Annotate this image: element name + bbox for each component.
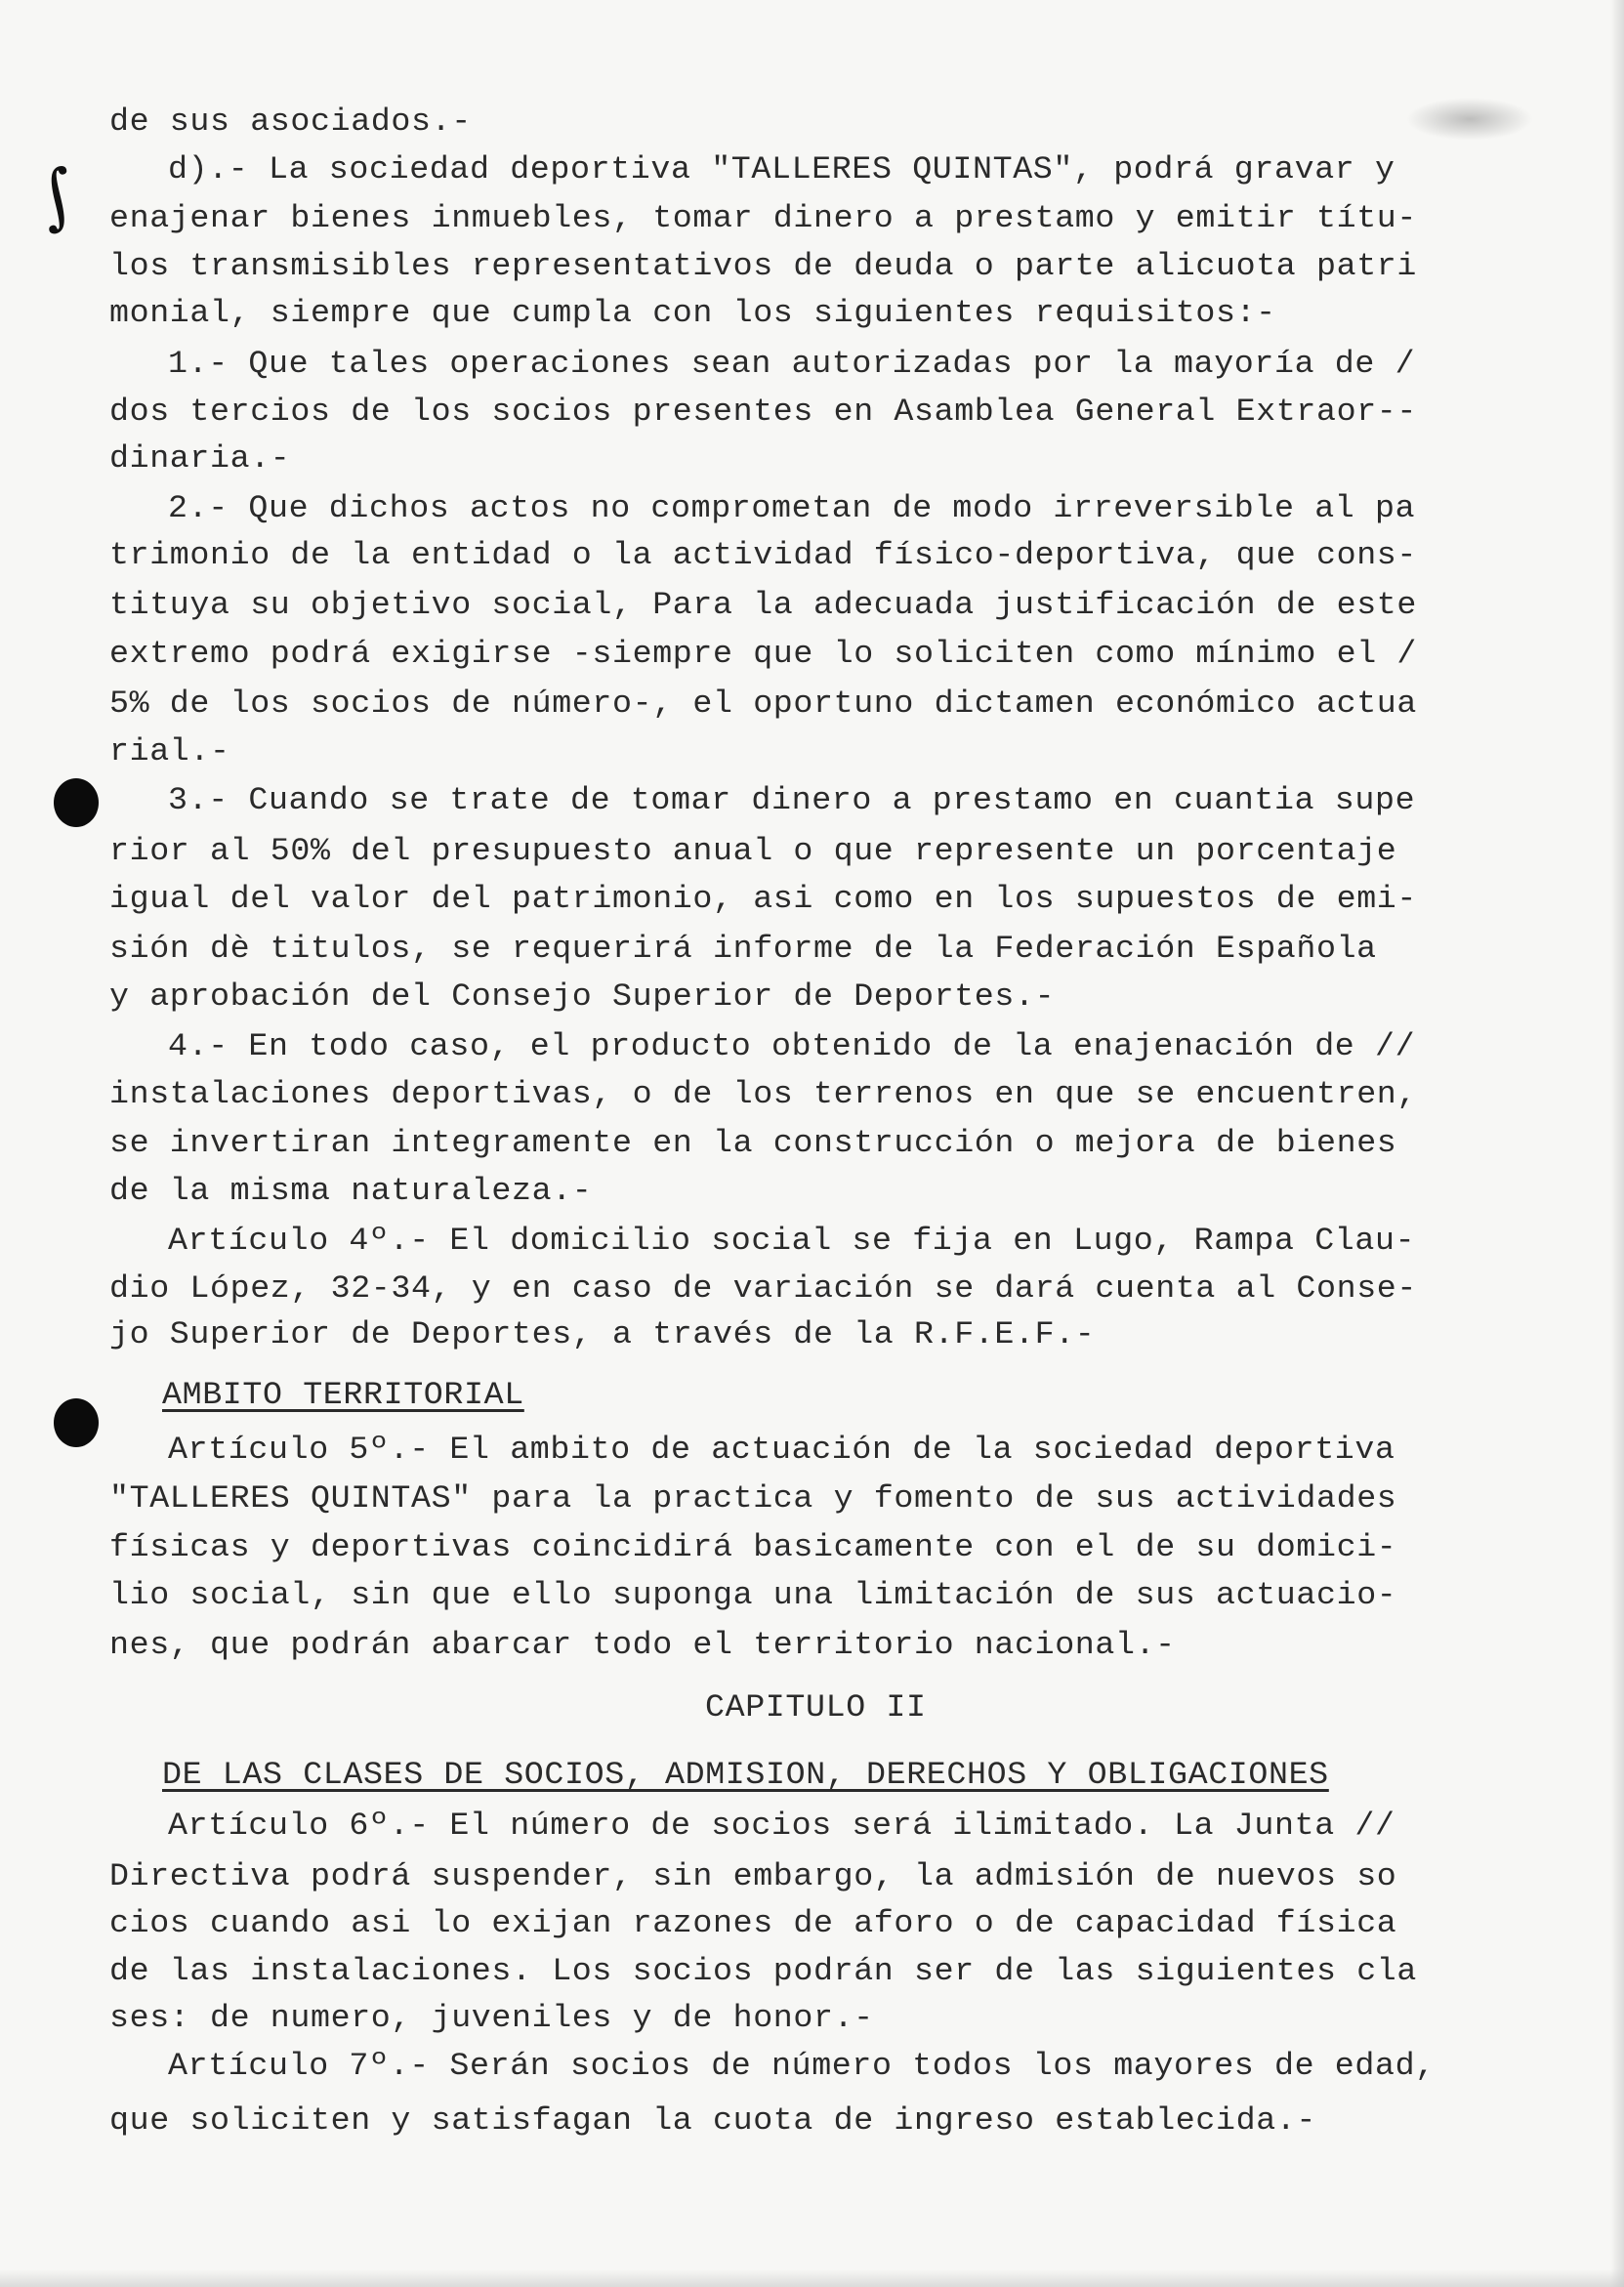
- text-line: 4.- En todo caso, el producto obtenido de la enajenación de //: [168, 1028, 1416, 1065]
- text-line: dinaria.-: [109, 440, 291, 478]
- text-line: y aprobación del Consejo Superior de Deportes.-: [109, 978, 1056, 1016]
- text-line: Artículo 5º.- El ambito de actuación de la sociedad deportiva: [168, 1431, 1395, 1468]
- text-line: dos tercios de los socios presentes en Asamblea General Extraor--: [109, 394, 1417, 431]
- text-line: 1.- Que tales operaciones sean autorizadas por la mayoría de /: [168, 345, 1416, 382]
- text-line: nes, que podrán abarcar todo el territorio nacional.-: [109, 1626, 1176, 1663]
- text-line: monial, siempre que cumpla con los siguientes requisitos:-: [109, 294, 1276, 331]
- text-line: instalaciones deportivas, o de los terrenos en que se encuentren,: [109, 1076, 1417, 1113]
- text-line: Artículo 7º.- Serán socios de número todos los mayores de edad,: [168, 2048, 1436, 2085]
- text-line: 2.- Que dichos actos no comprometan de modo irreversible al pa: [168, 489, 1416, 526]
- text-line: sión dè titulos, se requerirá informe de la Federación Española: [109, 931, 1377, 968]
- text-line: ses: de numero, juveniles y de honor.-: [109, 2000, 874, 2037]
- chapter-title: CAPITULO II: [705, 1688, 927, 1726]
- text-line: cios cuando asi lo exijan razones de aforo o de capacidad física: [109, 1905, 1397, 1942]
- text-line: d).- La sociedad deportiva "TALLERES QUINTAS", podrá gravar y: [168, 151, 1395, 188]
- text-line: rial.-: [109, 733, 230, 770]
- text-line: de sus asociados.-: [109, 103, 472, 140]
- text-line: "TALLERES QUINTAS" para la practica y fomento de sus actividades: [109, 1480, 1397, 1518]
- text-line: trimonio de la entidad o la actividad físico-deportiva, que cons-: [109, 536, 1417, 573]
- text-line: jo Superior de Deportes, a través de la R.F.E.F.-: [109, 1315, 1096, 1352]
- text-line: rior al 50% del presupuesto anual o que represente un porcentaje: [109, 832, 1397, 869]
- text-line: físicas y deportivas coincidirá basicamente con el de su domici-: [109, 1528, 1397, 1565]
- text-line: dio López, 32-34, y en caso de variación se dará cuenta al Conse-: [109, 1270, 1417, 1308]
- text-line: enajenar bienes inmuebles, tomar dinero a prestamo y emitir títu-: [109, 199, 1417, 236]
- text-line: igual del valor del patrimonio, asi como en los supuestos de emi-: [109, 881, 1417, 918]
- text-line: lio social, sin que ello suponga una limitación de sus actuacio-: [109, 1576, 1397, 1613]
- text-line: los transmisibles representativos de deuda o parte alicuota patri: [109, 247, 1417, 284]
- text-line: Artículo 6º.- El número de socios será ilimitado. La Junta //: [168, 1807, 1395, 1844]
- text-line: de la misma naturaleza.-: [109, 1173, 593, 1210]
- text-line: tituya su objetivo social, Para la adecuada justificación de este: [109, 586, 1417, 623]
- text-line: 3.- Cuando se trate de tomar dinero a prestamo en cuantia supe: [168, 781, 1416, 818]
- text-line: que soliciten y satisfagan la cuota de ingreso establecida.-: [109, 2101, 1316, 2139]
- chapter-subtitle: DE LAS CLASES DE SOCIOS, ADMISION, DERECHOS Y OBLIGACIONES: [162, 1756, 1329, 1793]
- pen-mark-icon: ∫: [29, 152, 85, 240]
- section-heading: AMBITO TERRITORIAL: [162, 1377, 524, 1414]
- text-line: 5% de los socios de número-, el oportuno dictamen económico actua: [109, 686, 1417, 723]
- text-line: de las instalaciones. Los socios podrán ser de las siguientes cla: [109, 1953, 1417, 1990]
- text-line: Artículo 4º.- El domicilio social se fija en Lugo, Rampa Clau-: [168, 1222, 1416, 1259]
- text-line: extremo podrá exigirse -siempre que lo soliciten como mínimo el /: [109, 636, 1417, 673]
- text-line: se invertiran integramente en la construcción o mejora de bienes: [109, 1124, 1397, 1161]
- text-line: Directiva podrá suspender, sin embargo, la admisión de nuevos so: [109, 1858, 1397, 1895]
